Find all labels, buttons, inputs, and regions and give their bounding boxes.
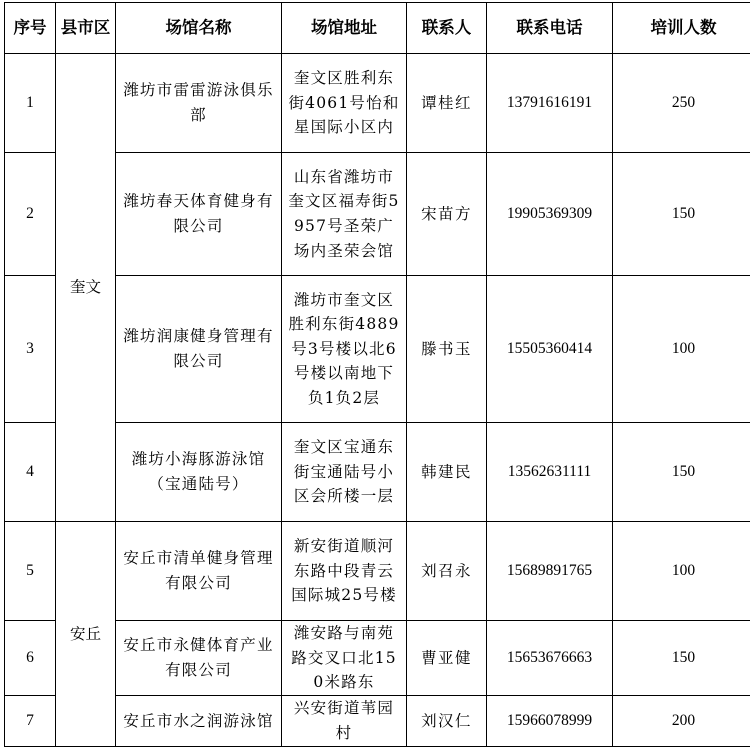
venue-address: 潍坊市奎文区胜利东街4889号3号楼以北6号楼以南地下负1负2层 bbox=[282, 276, 407, 423]
trainee-count: 100 bbox=[613, 522, 750, 621]
venue-name: 安丘市永健体育产业有限公司 bbox=[116, 621, 282, 696]
trainee-count: 150 bbox=[613, 621, 750, 696]
venue-address: 奎文区宝通东街宝通陆号小区会所楼一层 bbox=[282, 423, 407, 522]
header-county: 县市区 bbox=[56, 3, 116, 54]
table-row bbox=[5, 276, 750, 423]
contact-name: 韩建民 bbox=[407, 423, 487, 522]
table-row bbox=[5, 522, 750, 621]
contact-phone: 13791616191 bbox=[487, 54, 613, 153]
contact-name: 曹亚健 bbox=[407, 621, 487, 696]
contact-name: 谭桂红 bbox=[407, 54, 487, 153]
table-row bbox=[5, 423, 750, 522]
contact-name: 刘汉仁 bbox=[407, 696, 487, 747]
venue-name: 安丘市清单健身管理有限公司 bbox=[116, 522, 282, 621]
trainee-count: 150 bbox=[613, 423, 750, 522]
header-index: 序号 bbox=[5, 3, 56, 54]
row-index: 6 bbox=[5, 621, 56, 696]
row-index: 4 bbox=[5, 423, 56, 522]
contact-name: 宋苗方 bbox=[407, 153, 487, 276]
venue-table bbox=[4, 2, 750, 747]
contact-name: 滕书玉 bbox=[407, 276, 487, 423]
contact-phone: 15653676663 bbox=[487, 621, 613, 696]
venue-address: 山东省潍坊市奎文区福寿街5957号圣荣广场内圣荣会馆 bbox=[282, 153, 407, 276]
table-row bbox=[5, 153, 750, 276]
venue-address: 奎文区胜利东街4061号怡和星国际小区内 bbox=[282, 54, 407, 153]
header-phone: 联系电话 bbox=[487, 3, 613, 54]
row-index: 3 bbox=[5, 276, 56, 423]
header-trainees: 培训人数 bbox=[613, 3, 750, 54]
venue-name: 潍坊市雷雷游泳俱乐部 bbox=[116, 54, 282, 153]
venue-name: 潍坊春天体育健身有限公司 bbox=[116, 153, 282, 276]
table-row bbox=[5, 621, 750, 696]
venue-name: 潍坊润康健身管理有限公司 bbox=[116, 276, 282, 423]
trainee-count: 150 bbox=[613, 153, 750, 276]
header-venue-name: 场馆名称 bbox=[116, 3, 282, 54]
venue-address: 新安街道顺河东路中段青云国际城25号楼 bbox=[282, 522, 407, 621]
venue-address: 兴安街道苇园村 bbox=[282, 696, 407, 747]
trainee-count: 200 bbox=[613, 696, 750, 747]
county-cell: 安丘 bbox=[56, 522, 116, 747]
header-venue-address: 场馆地址 bbox=[282, 3, 407, 54]
header-contact: 联系人 bbox=[407, 3, 487, 54]
contact-phone: 13562631111 bbox=[487, 423, 613, 522]
trainee-count: 100 bbox=[613, 276, 750, 423]
row-index: 7 bbox=[5, 696, 56, 747]
contact-name: 刘召永 bbox=[407, 522, 487, 621]
contact-phone: 15505360414 bbox=[487, 276, 613, 423]
row-index: 5 bbox=[5, 522, 56, 621]
county-cell: 奎文 bbox=[56, 54, 116, 522]
contact-phone: 15689891765 bbox=[487, 522, 613, 621]
venue-name: 潍坊小海豚游泳馆（宝通陆号） bbox=[116, 423, 282, 522]
venue-name: 安丘市水之润游泳馆 bbox=[116, 696, 282, 747]
row-index: 1 bbox=[5, 54, 56, 153]
venue-address: 潍安路与南苑路交叉口北150米路东 bbox=[282, 621, 407, 696]
contact-phone: 15966078999 bbox=[487, 696, 613, 747]
row-index: 2 bbox=[5, 153, 56, 276]
table-header-row bbox=[5, 3, 750, 54]
table-row bbox=[5, 696, 750, 747]
trainee-count: 250 bbox=[613, 54, 750, 153]
contact-phone: 19905369309 bbox=[487, 153, 613, 276]
table-row bbox=[5, 54, 750, 153]
